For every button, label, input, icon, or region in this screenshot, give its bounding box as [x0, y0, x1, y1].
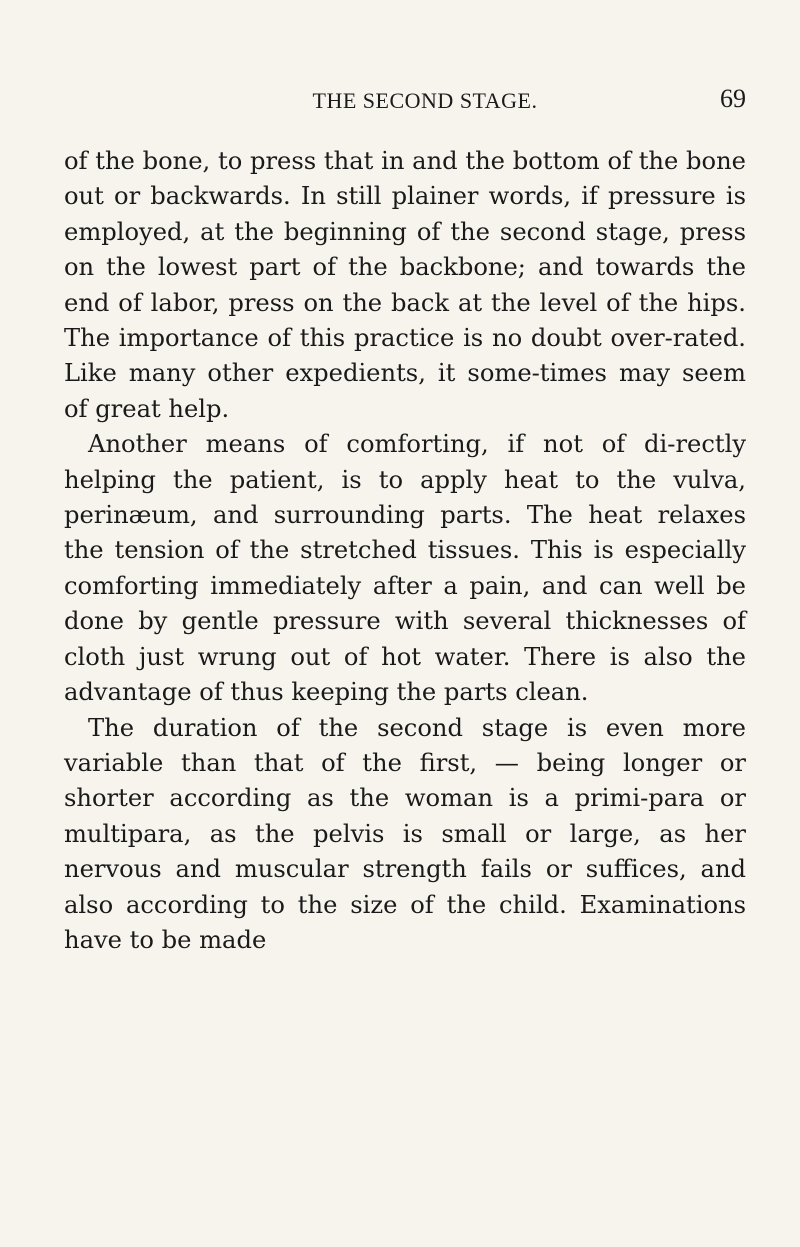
body-text — [64, 144, 746, 958]
paragraph: Another means of comforting, if not of di-rectly helping the patient, is to apply heat to the vulva, perinæum, and surrounding parts. The heat relaxes the tension of the stretched tissues. This is especially comforting immediately after a pain, and can well be done by gentle pressure with several thicknesses of cloth just wrung out of hot water. There is also the advantage of thus keeping the parts clean. — [64, 430, 746, 707]
paragraph: of the bone, to press that in and the bottom of the bone out or backwards. In still plainer words, if pressure is employed, at the beginning of the second stage, press on the lowest part of the backbone; and towards the end of labor, press on the back at the level of the hips. The importance of this practice is no doubt over-rated. Like many other expedients, it some-times may seem of great help. — [64, 147, 746, 423]
paragraph: The duration of the second stage is even more variable than that of the first, — being longer or shorter according as the woman is a primi-para or multipara, as the pelvis is small or large, as her nervous and muscular strength fails or suffices, and also according to the size of the child. Examinations have to be made — [64, 713, 746, 954]
running-title: THE SECOND STAGE. — [312, 88, 538, 113]
running-head — [64, 84, 746, 124]
book-page — [64, 84, 746, 958]
page-number: 69 — [720, 84, 746, 113]
